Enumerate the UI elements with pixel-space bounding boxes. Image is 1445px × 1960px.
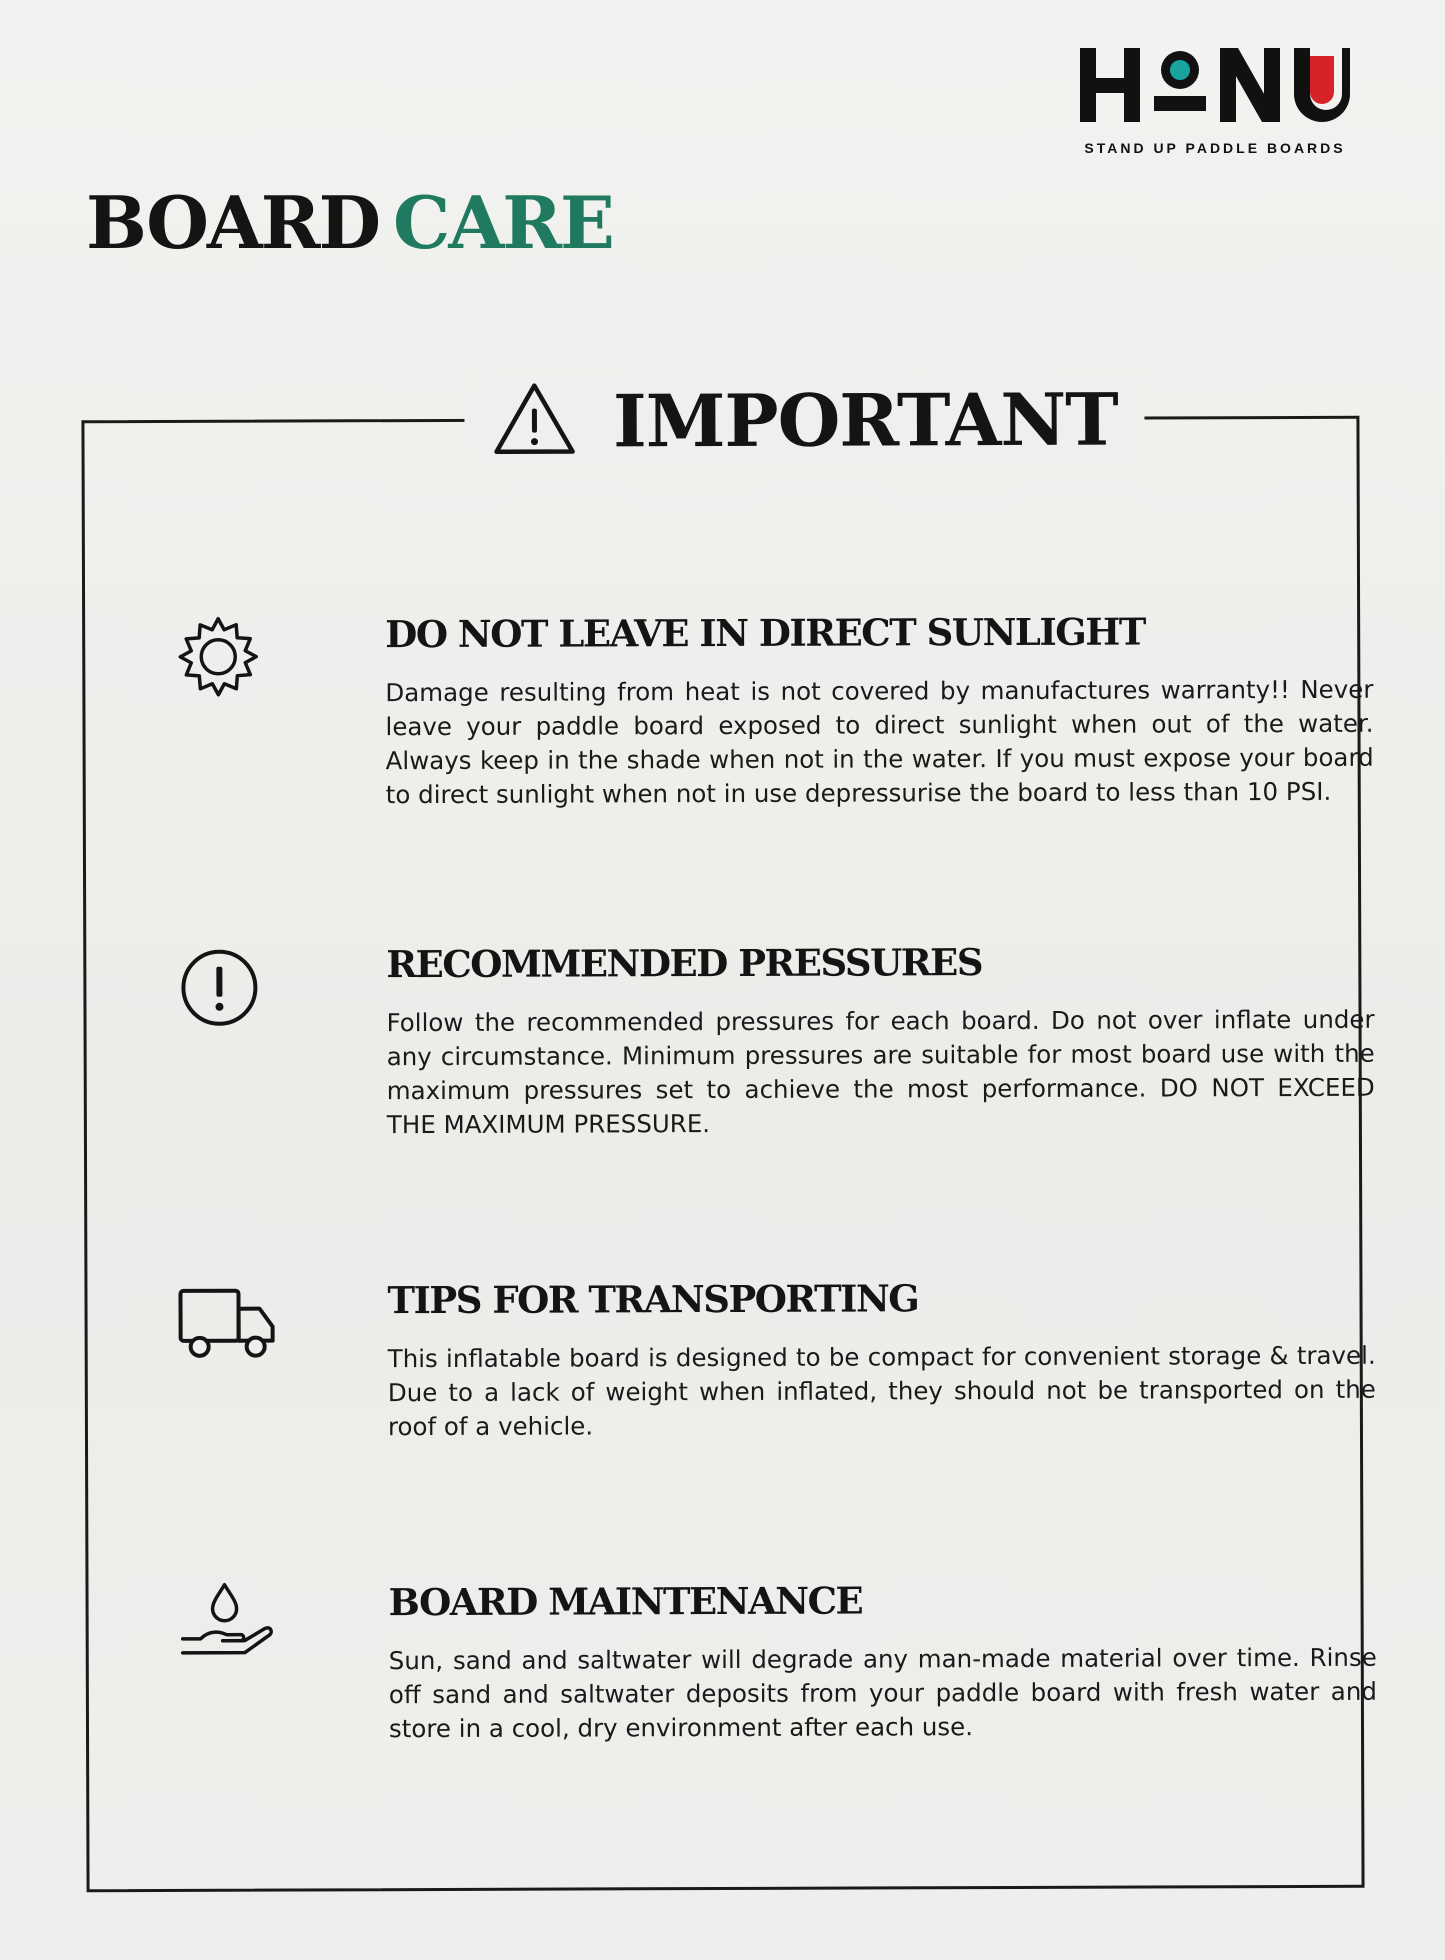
important-header xyxy=(464,374,1144,466)
section-body: Damage resulting from heat is not covered by manufactures warranty!! Never leave your paddle board exposed to direct sunlight when out of the water. Always keep in the shade when not in the water. If you must expose your board to direct sunlight when not in use depressurise the board to less than 10 PSI. xyxy=(385,674,1374,810)
brand-tagline: STAND UP PADDLE BOARDS xyxy=(1084,140,1346,156)
page-title-word-care: CARE xyxy=(393,180,613,265)
section-transporting xyxy=(177,1275,1376,1442)
page-title xyxy=(86,180,613,265)
section-board-maintenance xyxy=(178,1577,1377,1744)
section-recommended-pressures xyxy=(176,939,1375,1140)
section-body: Follow the recommended pressures for each board. Do not over inflate under any circumstance. Minimum pressures are suitable for most board use with the maximum pressures set to achieve the most performance. DO NOT EXCEED THE MAXIMUM PRESSURE. xyxy=(386,1004,1375,1140)
section-title: RECOMMENDED PRESSURES xyxy=(386,940,983,987)
section-title: DO NOT LEAVE IN DIRECT SUNLIGHT xyxy=(385,609,1145,657)
section-title: BOARD MAINTENANCE xyxy=(388,1578,863,1625)
section-body: This inflatable board is designed to be compact for convenient storage & travel. Due to a lack of weight when inflated, they should not be transported on the roof of a vehicle. xyxy=(387,1340,1376,1442)
exclamation-circle-icon xyxy=(176,943,262,1029)
honu-logo-mark xyxy=(1065,40,1365,130)
page-title-word-board: BOARD xyxy=(86,180,380,265)
section-title: TIPS FOR TRANSPORTING xyxy=(387,1276,919,1323)
section-direct-sunlight xyxy=(175,609,1374,810)
water-drop-hand-icon xyxy=(178,1581,264,1667)
truck-icon xyxy=(177,1279,263,1365)
warning-triangle-icon xyxy=(491,380,577,461)
important-panel xyxy=(81,376,1377,1892)
sun-icon xyxy=(175,613,261,699)
important-title: IMPORTANT xyxy=(612,376,1118,463)
section-body: Sun, sand and saltwater will degrade any man-made material over time. Rinse off sand and saltwater deposits from your paddle board with fresh water and store in a cool, dry environment after each use. xyxy=(388,1642,1377,1744)
brand-logo xyxy=(1065,40,1365,156)
